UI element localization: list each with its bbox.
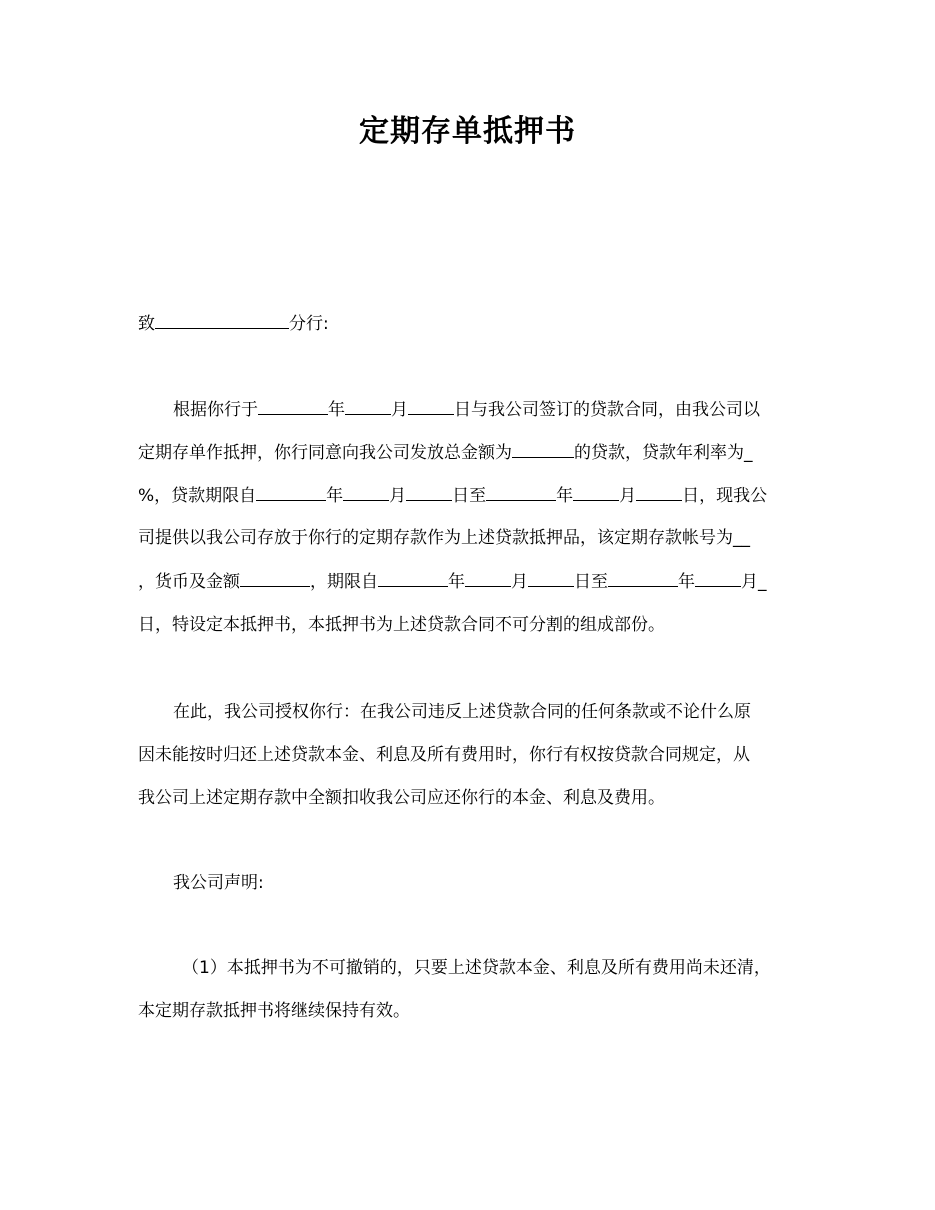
day-blank: [528, 569, 574, 587]
month-blank: [345, 397, 391, 415]
paragraph1-line4: [138, 526, 808, 550]
year-blank: [256, 483, 326, 501]
text-segment: 月: [619, 486, 637, 506]
year-blank: [258, 397, 328, 415]
text-segment: %，贷款期限自: [138, 486, 257, 506]
text-segment: ，货币及金额: [138, 572, 240, 592]
month-blank: [343, 483, 389, 501]
month-blank: [465, 569, 511, 587]
text-segment: 年: [678, 572, 695, 592]
paragraph1-line5: [138, 569, 808, 594]
day-blank: [408, 397, 454, 415]
year-blank: [608, 569, 678, 587]
text-segment: 月: [391, 400, 408, 420]
document-title: 定期存单抵押书: [359, 114, 576, 149]
year-blank: [486, 483, 556, 501]
text-segment: 日，特设定本抵押书，本抵押书为上述贷款合同不可分割的组成部份。: [138, 615, 665, 635]
text-segment: 的贷款，贷款年利率为_: [574, 443, 753, 463]
paragraph1-line1: [138, 397, 843, 422]
text-segment: 年: [448, 572, 465, 592]
month-blank: [573, 483, 619, 501]
text-segment: 日与我公司签订的贷款合同，由我公司以: [454, 400, 760, 420]
text-segment: 年: [556, 486, 574, 506]
paragraph1-line6: [138, 613, 808, 637]
text-segment: 定期存单作抵押，你行同意向我公司发放总金额为: [138, 443, 512, 463]
paragraph3-line1: 我公司声明:: [173, 873, 264, 893]
text-segment: 月: [389, 486, 407, 506]
text-segment: 日，现我公: [682, 486, 768, 506]
text-segment: 年: [328, 400, 345, 420]
text-segment: ，期限自: [310, 572, 378, 592]
year-blank: [378, 569, 448, 587]
month-blank: [695, 569, 741, 587]
text-segment: 日至: [574, 572, 608, 592]
text-segment: 月: [511, 572, 528, 592]
day-blank: [636, 483, 682, 501]
day-blank: [406, 483, 452, 501]
paragraph1-line3: [138, 483, 808, 508]
salutation-line: [138, 311, 808, 336]
paragraph2-line2: 因未能按时归还上述贷款本金、利息及所有费用时，你行有权按贷款合同规定，从: [138, 745, 750, 765]
salutation-prefix: 致: [138, 314, 155, 334]
text-segment: 年: [326, 486, 344, 506]
text-segment: 月_: [741, 572, 767, 592]
paragraph2-line1: 在此，我公司授权你行：在我公司违反上述贷款合同的任何条款或不论什么原: [173, 702, 751, 722]
text-segment: 日至: [452, 486, 487, 506]
branch-name-blank: [155, 311, 289, 329]
paragraph4-line2: 本定期存款抵押书将继续保持有效。: [138, 1001, 410, 1021]
paragraph2-line3: 我公司上述定期存款中全额扣收我公司应还你行的本金、利息及费用。: [138, 788, 665, 808]
paragraph1-line2: [138, 440, 808, 465]
paragraph4-line1: （1）本抵押书为不可撤销的，只要上述贷款本金、利息及所有费用尚未还清，: [182, 958, 771, 978]
salutation-suffix: 分行:: [289, 314, 329, 334]
amount-blank: [512, 440, 574, 458]
text-segment: 根据你行于: [173, 400, 258, 420]
text-segment: 司提供以我公司存放于你行的定期存款作为上述贷款抵押品，该定期存款帐号为__: [138, 528, 750, 548]
amount-blank: [240, 569, 310, 587]
